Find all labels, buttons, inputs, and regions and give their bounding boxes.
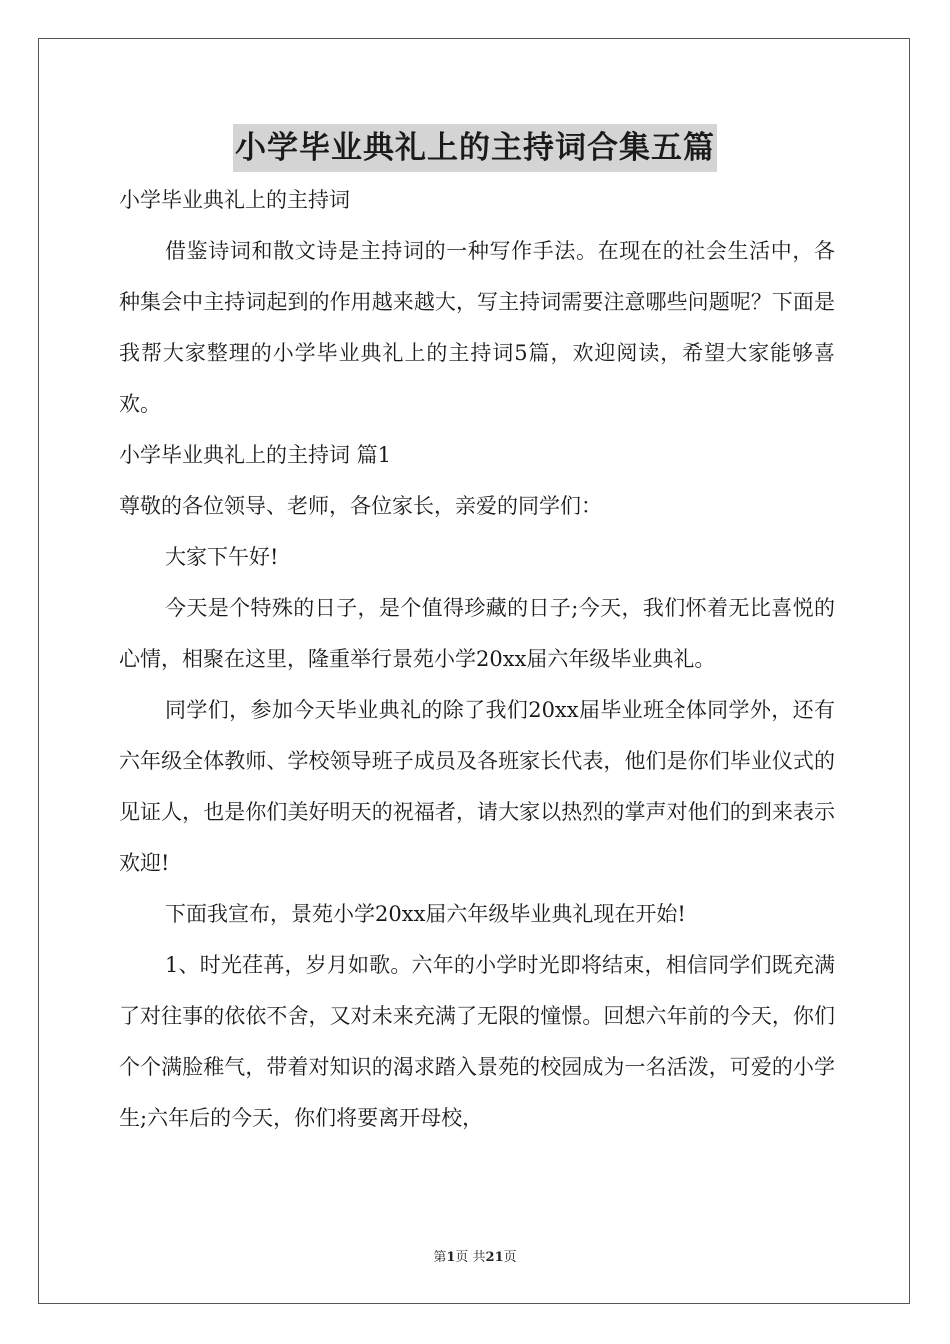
paragraph: 小学毕业典礼上的主持词 (119, 188, 350, 212)
paragraph: 下面我宣布，景苑小学20xx届六年级毕业典礼现在开始! (165, 902, 686, 926)
paragraph: 大家下午好! (165, 545, 279, 569)
page-suffix: 页 (503, 1250, 517, 1265)
paragraph: 今天是个特殊的日子，是个值得珍藏的日子;今天，我们怀着无比喜悦的心情，相聚在这里，隆重举行景苑小学20xx届六年级毕业典礼。 (119, 596, 835, 671)
page-prefix: 第 (433, 1250, 447, 1265)
page-current: 1 (446, 1250, 456, 1265)
paragraph: 借鉴诗词和散文诗是主持词的一种写作手法。在现在的社会生活中，各种集会中主持词起到的作用越来越大，写主持词需要注意哪些问题呢？下面是我帮大家整理的小学毕业典礼上的主持词5篇，欢迎阅读，希望大家能够喜欢。 (119, 239, 835, 416)
document-title-wrap (0, 124, 950, 172)
paragraph: 1、时光荏苒，岁月如歌。六年的小学时光即将结束，相信同学们既充满了对往事的依依不舍，又对未来充满了无限的憧憬。回想六年前的今天，你们个个满脸稚气，带着对知识的渴求踏入景苑的校园成为一名活泼，可爱的小学生;六年后的今天，你们将要离开母校， (119, 953, 835, 1130)
document-title: 小学毕业典礼上的主持词合集五篇 (233, 124, 717, 172)
page-total: 21 (485, 1250, 504, 1265)
paragraph: 尊敬的各位领导、老师，各位家长，亲爱的同学们： (119, 494, 602, 518)
paragraph: 小学毕业典礼上的主持词 篇1 (119, 443, 392, 467)
paragraph: 同学们，参加今天毕业典礼的除了我们20xx届毕业班全体同学外，还有六年级全体教师、学校领导班子成员及各班家长代表，他们是你们毕业仪式的见证人，也是你们美好明天的祝福者，请大家以热烈的掌声对他们的到来表示欢迎! (119, 698, 835, 875)
page-footer (0, 1246, 950, 1265)
document-body (119, 175, 835, 1144)
page-mid: 页 共 (455, 1250, 486, 1265)
